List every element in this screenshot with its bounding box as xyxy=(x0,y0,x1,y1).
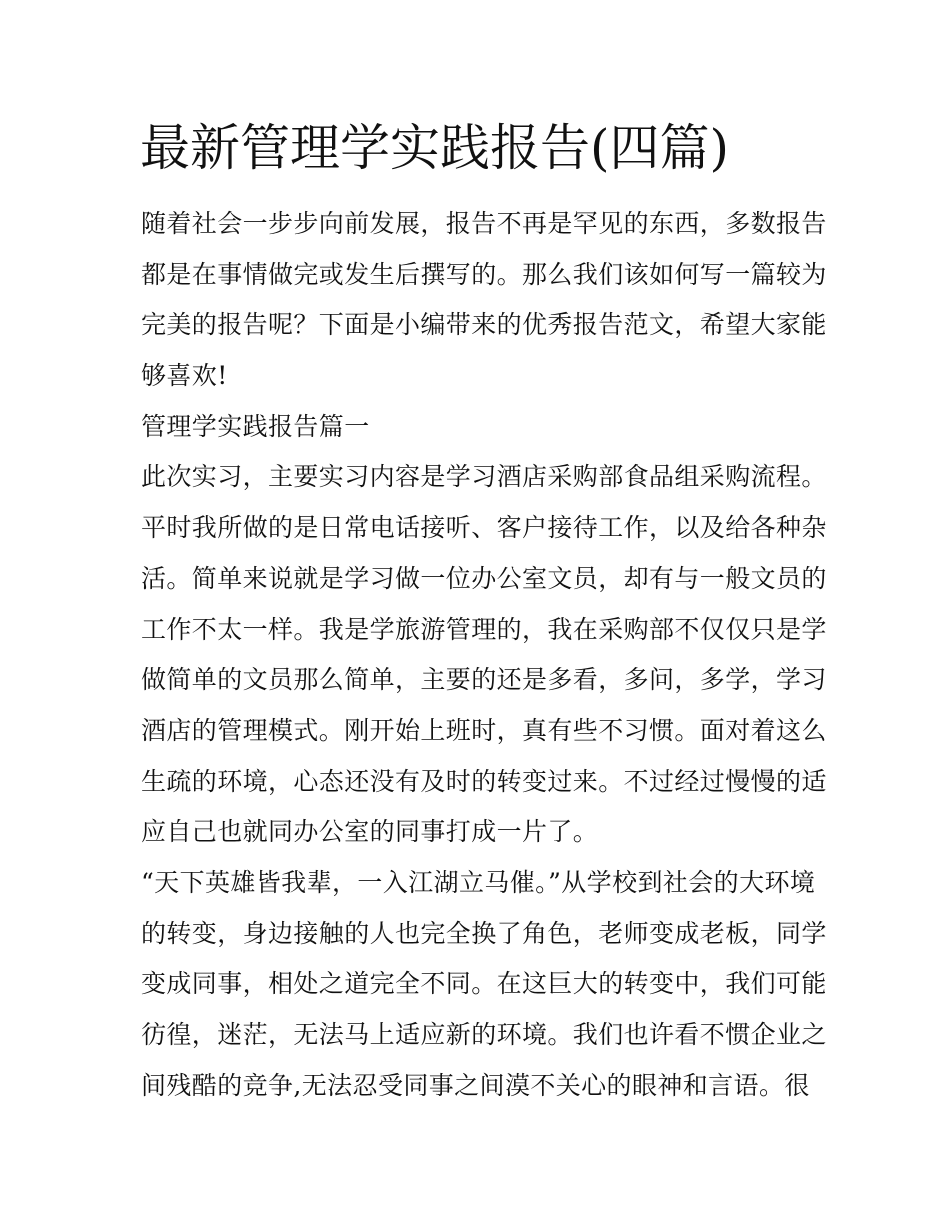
text-line: 的转变，身边接触的人也完全换了角色，老师变成老板，同学 xyxy=(141,918,827,948)
text-line: 完美的报告呢？下面是小编带来的优秀报告范文，希望大家能 xyxy=(141,310,827,340)
document-title: 最新管理学实践报告(四篇) xyxy=(140,119,730,177)
text-line: 此次实习，主要实习内容是学习酒店采购部食品组采购流程。 xyxy=(141,462,827,492)
text-line: 间残酷的竞争,无法忍受同事之间漠不关心的眼神和言语。很 xyxy=(141,1070,810,1100)
text-line: 变成同事，相处之道完全不同。在这巨大的转变中，我们可能 xyxy=(141,969,827,999)
text-line: 活。简单来说就是学习做一位办公室文员，却有与一般文员的 xyxy=(141,563,827,593)
text-line: 彷徨，迷茫，无法马上适应新的环境。我们也许看不惯企业之 xyxy=(141,1020,827,1049)
text-line: 够喜欢! xyxy=(141,361,228,391)
text-line: 生疏的环境，心态还没有及时的转变过来。不过经过慢慢的适 xyxy=(141,766,827,796)
text-line: 平时我所做的是日常电话接听、客户接待工作，以及给各种杂 xyxy=(141,513,827,543)
text-line: 酒店的管理模式。刚开始上班时，真有些不习惯。面对着这么 xyxy=(141,715,827,745)
document-body xyxy=(141,199,841,1111)
text-line: 工作不太一样。我是学旅游管理的，我在采购部不仅仅只是学 xyxy=(141,614,827,644)
text-line: 应自己也就同办公室的同事打成一片了。 xyxy=(141,817,599,847)
section-heading: 管理学实践报告篇一 xyxy=(141,411,370,441)
text-line: 都是在事情做完或发生后撰写的。那么我们该如何写一篇较为 xyxy=(141,259,827,289)
text-line: “天下英雄皆我辈，一入江湖立马催。”从学校到社会的大环境 xyxy=(141,867,816,897)
text-line: 随着社会一步步向前发展，报告不再是罕见的东西，多数报告 xyxy=(141,209,827,238)
text-line: 做简单的文员那么简单，主要的还是多看，多问，多学，学习 xyxy=(141,665,827,695)
